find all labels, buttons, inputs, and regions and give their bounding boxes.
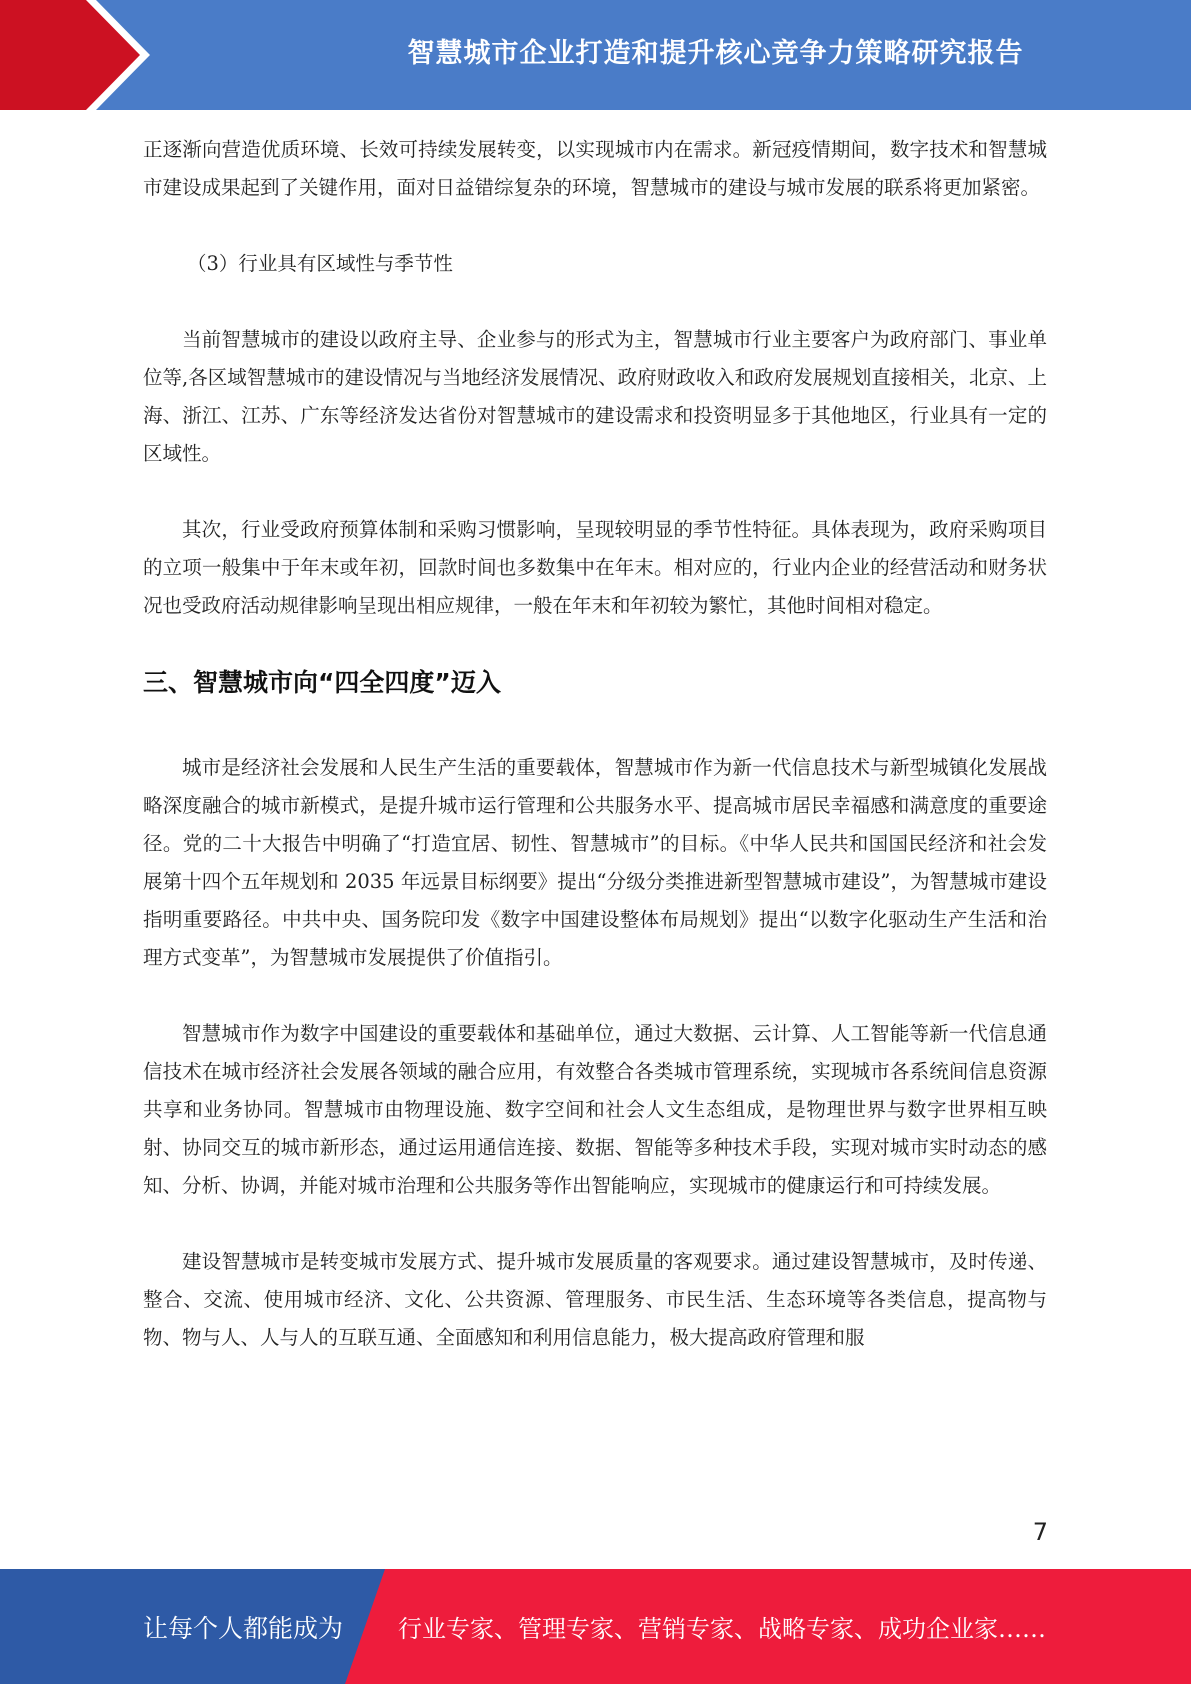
page-number: 7: [1032, 1518, 1048, 1546]
footer-slogan-left: 让每个人都能成为: [143, 1613, 344, 1643]
paragraph-1: 正逐渐向营造优质环境、长效可持续发展转变，以实现城市内在需求。新冠疫情期间，数字技术和智慧城市建设成果起到了关键作用，面对日益错综复杂的环境，智慧城市的建设与城市发展的联系将更加紧密。: [143, 138, 1047, 199]
section-heading: 三、智慧城市向“四全四度”迈入: [143, 668, 501, 697]
paragraph-2: 当前智慧城市的建设以政府主导、企业参与的形式为主，智慧城市行业主要客户为政府部门、事业单位等,各区域智慧城市的建设情况与当地经济发展情况、政府财政收入和政府发展规划直接相关，北京、上海、浙江、江苏、广东等经济发达省份对智慧城市的建设需求和投资明显多于其他地区，行业具有一定的区域性。: [143, 328, 1047, 465]
page-header: [0, 0, 1191, 110]
subsection-title: （3）行业具有区域性与季节性: [187, 252, 453, 275]
report-title: 智慧城市企业打造和提升核心竞争力策略研究报告: [407, 37, 1024, 69]
page-footer: [0, 1569, 1191, 1684]
header-chevron-icon: [0, 0, 160, 110]
paragraph-3: 其次，行业受政府预算体制和采购习惯影响，呈现较明显的季节性特征。具体表现为，政府采购项目的立项一般集中于年末或年初，回款时间也多数集中在年末。相对应的，行业内企业的经营活动和财务状况也受政府活动规律影响呈现出相应规律，一般在年末和年初较为繁忙，其他时间相对稳定。: [143, 518, 1047, 617]
footer-slogan-right: 行业专家、管理专家、营销专家、战略专家、成功企业家……: [398, 1615, 1046, 1643]
paragraph-5: 智慧城市作为数字中国建设的重要载体和基础单位，通过大数据、云计算、人工智能等新一代信息通信技术在城市经济社会发展各领域的融合应用，有效整合各类城市管理系统，实现城市各系统间信息资源共享和业务协同。智慧城市由物理设施、数字空间和社会人文生态组成，是物理世界与数字世界相互映射、协同交互的城市新形态，通过运用通信连接、数据、智能等多种技术手段，实现对城市实时动态的感知、分析、协调，并能对城市治理和公共服务等作出智能响应，实现城市的健康运行和可持续发展。: [143, 1022, 1047, 1197]
page-content: [143, 131, 1047, 1357]
paragraph-4: 城市是经济社会发展和人民生产生活的重要载体，智慧城市作为新一代信息技术与新型城镇化发展战略深度融合的城市新模式，是提升城市运行管理和公共服务水平、提高城市居民幸福感和满意度的重要途径。党的二十大报告中明确了“打造宜居、韧性、智慧城市”的目标。《中华人民共和国国民经济和社会发展第十四个五年规划和 2035 年远景目标纲要》提出“分级分类推进新型智慧城市建设”，为智慧城市建设指明重要路径。中共中央、国务院印发《数字中国建设整体布局规划》提出“以数字化驱动生产生活和治理方式变革”，为智慧城市发展提供了价值指引。: [143, 756, 1047, 969]
paragraph-6: 建设智慧城市是转变城市发展方式、提升城市发展质量的客观要求。通过建设智慧城市，及时传递、整合、交流、使用城市经济、文化、公共资源、管理服务、市民生活、生态环境等各类信息，提高物与物、物与人、人与人的互联互通、全面感知和利用信息能力，极大提高政府管理和服: [143, 1250, 1047, 1349]
